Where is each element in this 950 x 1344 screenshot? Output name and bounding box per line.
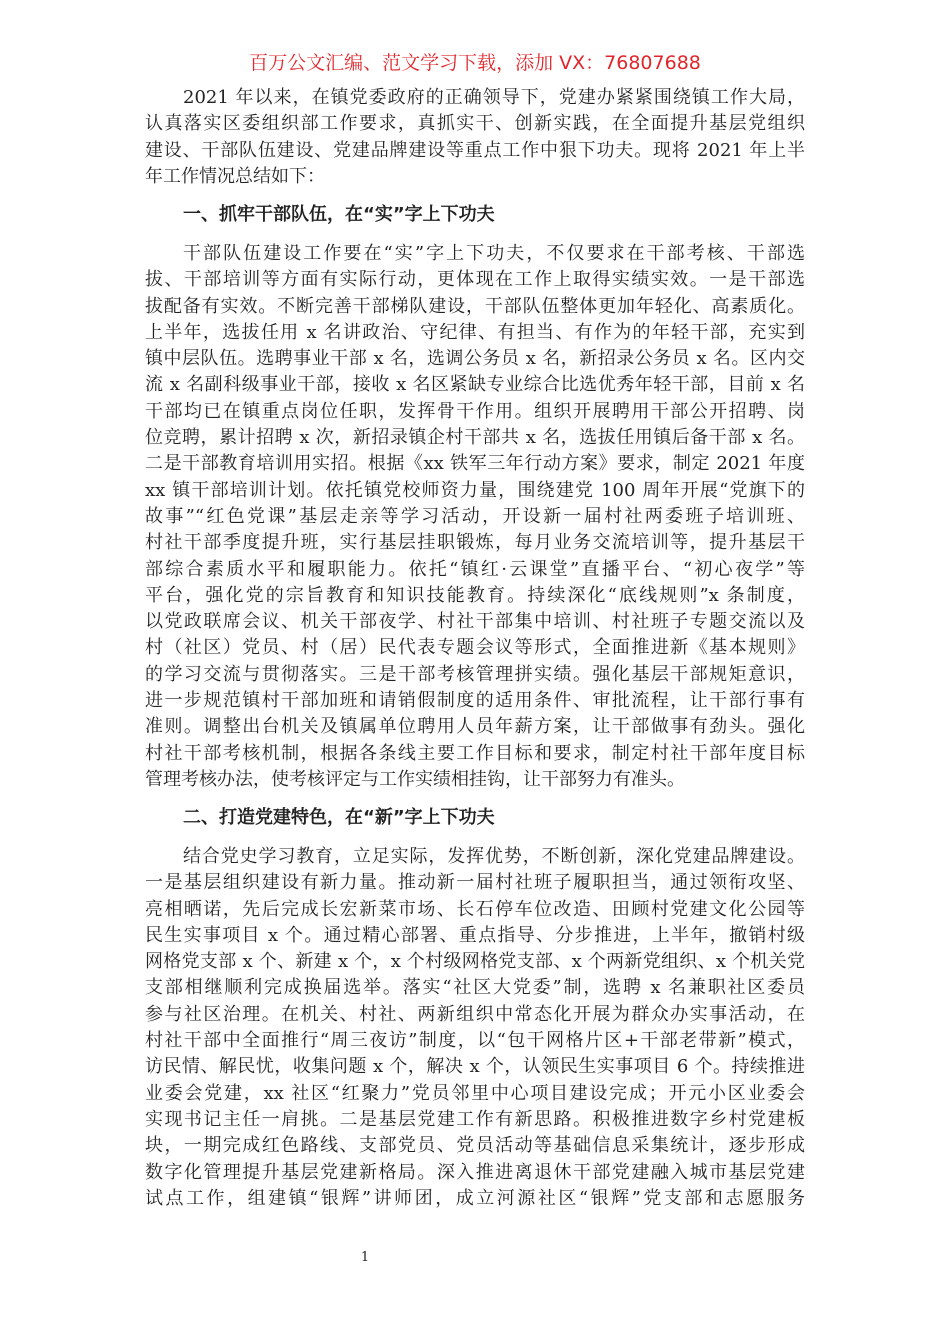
text-line: 民生实事项目 x 个。通过精心部署、重点指导、分步推进，上半年，撤销村级 xyxy=(145,924,805,946)
text-line: 流 x 名副科级事业干部，接收 x 名区紧缺专业综合比选优秀年轻干部，目前 x 名 xyxy=(145,374,805,396)
text-line: 部综合素质水平和履职能力。依托“镇红·云课堂”直播平台、“初心夜学”等 xyxy=(145,558,805,580)
text-line: 村社干部中全面推行“周三夜访”制度，以“包干网格片区+干部老带新”模式， xyxy=(145,1030,805,1052)
section-1-paragraph xyxy=(145,241,805,793)
text-line: 访民情、解民忧，收集问题 x 个，解决 x 个，认领民生实事项目 6 个。持续推进 xyxy=(145,1056,805,1078)
text-line: 试点工作，组建镇“银辉”讲师团，成立河源社区“银辉”党支部和志愿服务 xyxy=(145,1187,805,1209)
text-line: 进一步规范镇村干部加班和请销假制度的适用条件、审批流程，让干部行事有 xyxy=(145,690,805,712)
text-line: 亮相晒诺，先后完成长宏新菜市场、长石停车位改造、田顾村党建文化公园等 xyxy=(145,898,805,920)
text-line: 村（社区）党员、村（居）民代表专题会议等形式，全面推进新《基本规则》 xyxy=(145,637,805,659)
text-line: 年工作情况总结如下： xyxy=(145,165,325,187)
text-line: 拔配备有实效。不断完善干部梯队建设，干部队伍整体更加年轻化、高素质化。 xyxy=(145,295,805,317)
text-line: 网格党支部 x 个、新建 x 个，x 个村级网格党支部、x 个两新党组织、x 个机关党 xyxy=(145,951,805,973)
section-2-heading: 二、打造党建特色，在“新”字上下功夫 xyxy=(183,807,495,828)
text-line: 结合党史学习教育，立足实际，发挥优势，不断创新，深化党建品牌建设。 xyxy=(183,846,805,867)
text-line: 干部队伍建设工作要在“实”字上下功夫，不仅要求在干部考核、干部选 xyxy=(183,243,805,264)
text-line: 村社干部考核机制，根据各条线主要工作目标和要求，制定村社干部年度目标 xyxy=(145,742,805,764)
text-line: 镇中层队伍。选聘事业干部 x 名，选调公务员 x 名，新招录公务员 x 名。区内交 xyxy=(145,348,805,370)
text-line: 干部均已在镇重点岗位任职，发挥骨干作用。组织开展聘用干部公开招聘、岗 xyxy=(145,400,805,422)
section-1-heading: 一、抓牢干部队伍，在“实”字上下功夫 xyxy=(183,204,495,225)
text-line: 一是基层组织建设有新力量。推动新一届村社班子履职担当，通过领衔攻坚、 xyxy=(145,872,805,894)
text-line: 平台，强化党的宗旨教育和知识技能教育。持续深化“底线规则”x 条制度， xyxy=(145,584,805,606)
page-number: 1 xyxy=(360,1250,370,1265)
text-line: 支部相继顺利完成换届选举。落实“社区大党委”制，选聘 x 名兼职社区委员 xyxy=(145,977,805,999)
text-line: 位竞聘，累计招聘 x 次，新招录镇企村干部共 x 名，选拔任用镇后备干部 x 名。 xyxy=(145,427,805,449)
text-line: 2021 年以来，在镇党委政府的正确领导下，党建办紧紧围绕镇工作大局， xyxy=(183,87,805,108)
text-line: 拔、干部培训等方面有实际行动，更体现在工作上取得实绩实效。一是干部选 xyxy=(145,269,805,291)
text-line: 业委会党建，xx 社区“红聚力”党员邻里中心项目建设完成；开元小区业委会 xyxy=(145,1082,805,1104)
text-line: xx 镇干部培训计划。依托镇党校师资力量，围绕建党 100 周年开展“党旗下的 xyxy=(145,479,805,501)
intro-paragraph xyxy=(145,85,805,190)
text-line: 二是干部教育培训用实招。根据《xx 铁军三年行动方案》要求，制定 2021 年度 xyxy=(145,453,805,475)
text-line: 数字化管理提升基层党建新格局。深入推进离退休干部党建融入城市基层党建 xyxy=(145,1161,805,1183)
text-line: 准则。调整出台机关及镇属单位聘用人员年薪方案，让干部做事有劲头。强化 xyxy=(145,716,805,738)
watermark-banner: 百万公文汇编、范文学习下载，添加 VX：76807688 xyxy=(249,52,701,74)
text-line: 以党政联席会议、机关干部夜学、村社干部集中培训、村社班子专题交流以及 xyxy=(145,611,805,633)
text-line: 管理考核办法，使考核评定与工作实绩相挂钩，让干部努力有准头。 xyxy=(145,768,685,790)
text-line: 参与社区治理。在机关、村社、两新组织中常态化开展为群众办实事活动，在 xyxy=(145,1003,805,1025)
text-line: 上半年，选拔任用 x 名讲政治、守纪律、有担当、有作为的年轻干部，充实到 xyxy=(145,321,805,343)
text-line: 认真落实区委组织部工作要求，真抓实干、创新实践，在全面提升基层党组织 xyxy=(145,113,805,135)
text-line: 故事”“红色党课”基层走亲等学习活动，开设新一届村社两委班子培训班、 xyxy=(145,505,805,527)
text-line: 块，一期完成红色路线、支部党员、党员活动等基础信息采集统计，逐步形成 xyxy=(145,1135,805,1157)
text-line: 实现书记主任一肩挑。二是基层党建工作有新思路。积极推进数字乡村党建板 xyxy=(145,1108,805,1130)
text-line: 建设、干部队伍建设、党建品牌建设等重点工作中狠下功夫。现将 2021 年上半 xyxy=(145,139,805,161)
text-line: 村社干部季度提升班，实行基层挂职锻炼，每月业务交流培训等，提升基层干 xyxy=(145,532,805,554)
section-2-paragraph xyxy=(145,844,805,1212)
text-line: 的学习交流与贯彻落实。三是干部考核管理拼实绩。强化基层干部规矩意识， xyxy=(145,663,805,685)
